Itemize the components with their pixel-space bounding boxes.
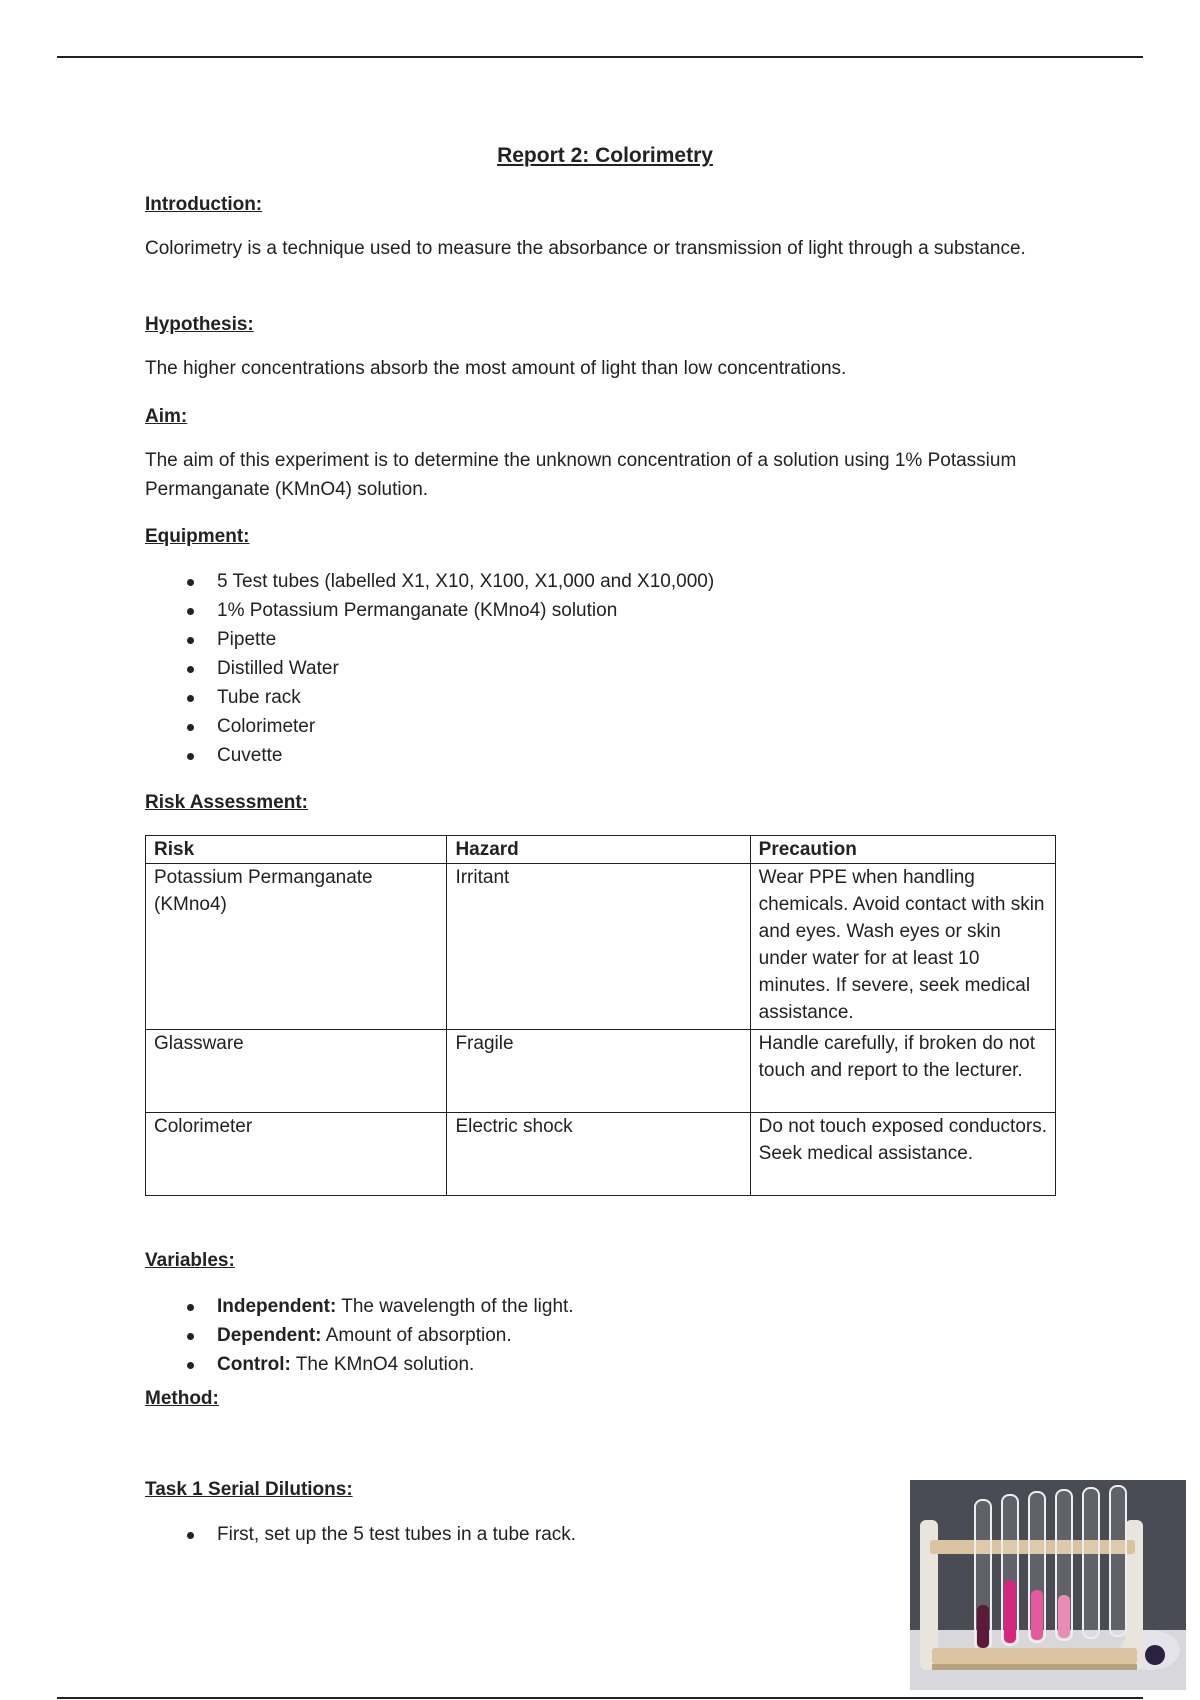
list-item <box>185 1321 574 1350</box>
header-rule <box>57 56 1143 58</box>
column-header-precaution: Precaution <box>750 836 1055 864</box>
list-item: 5 Test tubes (labelled X1, X10, X100, X1,000 and X10,000) <box>185 567 714 596</box>
table-cell: Colorimeter <box>146 1113 447 1196</box>
variable-label: Control: <box>217 1354 291 1375</box>
table-cell: Handle carefully, if broken do not touch and report to the lecturer. <box>750 1030 1055 1113</box>
task1-heading: Task 1 Serial Dilutions: <box>145 1479 353 1500</box>
method-heading: Method: <box>145 1388 219 1409</box>
test-tube-rack-photo <box>910 1480 1186 1690</box>
risk-assessment-table <box>145 835 1056 1196</box>
list-item <box>185 1292 574 1321</box>
footer-rule <box>57 1697 1143 1699</box>
hypothesis-heading: Hypothesis: <box>145 314 254 335</box>
table-cell: Electric shock <box>447 1113 750 1196</box>
equipment-heading: Equipment: <box>145 526 250 547</box>
table-cell: Irritant <box>447 864 750 1030</box>
column-header-hazard: Hazard <box>447 836 750 864</box>
variable-text: The KMnO4 solution. <box>290 1354 475 1375</box>
hypothesis-text: The higher concentrations absorb the most amount of light than low concentrations. <box>145 358 847 379</box>
variable-text: The wavelength of the light. <box>336 1296 574 1317</box>
introduction-heading: Introduction: <box>145 194 263 215</box>
list-item: 1% Potassium Permanganate (KMno4) solution <box>185 596 714 625</box>
equipment-list <box>185 567 714 770</box>
list-item: First, set up the 5 test tubes in a tube rack. <box>185 1520 576 1549</box>
report-title: Report 2: Colorimetry <box>497 144 713 167</box>
list-item <box>185 1350 574 1379</box>
column-header-risk: Risk <box>146 836 447 864</box>
variable-label: Independent: <box>217 1296 337 1317</box>
list-item: Cuvette <box>185 741 714 770</box>
list-item: Tube rack <box>185 683 714 712</box>
table-row <box>146 1113 1056 1196</box>
variable-label: Dependent: <box>217 1325 322 1346</box>
aim-heading: Aim: <box>145 406 188 427</box>
risk-assessment-heading: Risk Assessment: <box>145 792 308 813</box>
variable-text: Amount of absorption. <box>321 1325 512 1346</box>
table-cell: Wear PPE when handling chemicals. Avoid contact with skin and eyes. Wash eyes or skin under water for at least 10 minutes. If severe, seek medical assistance. <box>750 864 1055 1030</box>
table-cell: Potassium Permanganate (KMno4) <box>146 864 447 1030</box>
list-item: Colorimeter <box>185 712 714 741</box>
task1-list <box>185 1520 576 1549</box>
test-tube-rack-image <box>910 1480 1186 1690</box>
list-item: Pipette <box>185 625 714 654</box>
table-row <box>146 864 1056 1030</box>
table-cell: Glassware <box>146 1030 447 1113</box>
introduction-text: Colorimetry is a technique used to measure the absorbance or transmission of light through a substance. <box>145 238 1026 259</box>
aim-text: The aim of this experiment is to determine the unknown concentration of a solution using 1% Potassium Permanganate (KMnO4) solution. <box>145 450 1017 500</box>
table-header-row <box>146 836 1056 864</box>
list-item: Distilled Water <box>185 654 714 683</box>
table-row <box>146 1030 1056 1113</box>
variables-list <box>185 1292 574 1379</box>
table-cell: Do not touch exposed conductors. Seek medical assistance. <box>750 1113 1055 1196</box>
variables-heading: Variables: <box>145 1250 235 1271</box>
table-cell: Fragile <box>447 1030 750 1113</box>
